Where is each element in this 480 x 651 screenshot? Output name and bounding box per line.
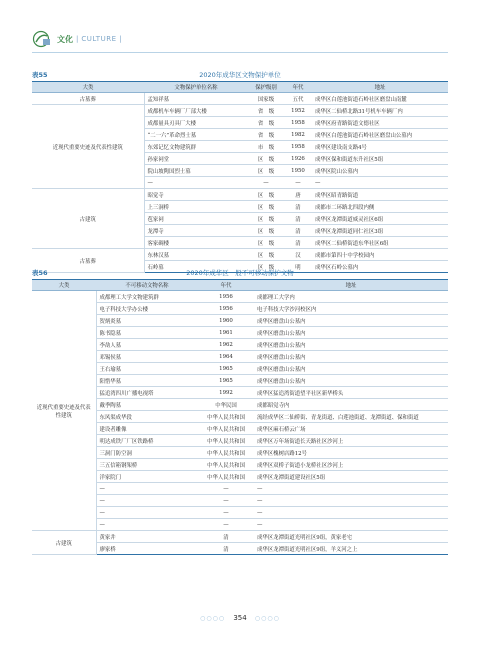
table56-header-cell: 地址 [254, 280, 448, 291]
site-name-cell: 陈书隐墓 [96, 327, 198, 339]
protection-level-cell: 区 级 [248, 153, 284, 165]
site-name-cell: 阳惜华墓 [96, 375, 198, 387]
era-cell: 1964 [198, 351, 254, 363]
table55-caption [32, 68, 448, 80]
protection-level-cell: 区 级 [248, 249, 284, 261]
era-cell: 1958 [284, 117, 312, 129]
era-cell: 清 [284, 225, 312, 237]
table56-header-cell: 年代 [198, 280, 254, 291]
era-cell: 中华人民共和国 [198, 471, 254, 483]
protection-level-cell: 区 级 [248, 165, 284, 177]
protection-level-cell: — [248, 177, 284, 189]
site-name-cell: 石岭墓 [144, 261, 248, 273]
site-name-cell: 成都理工大学文物建筑群 [96, 291, 198, 303]
era-cell: — [284, 177, 312, 189]
protection-level-cell: 省 级 [248, 117, 284, 129]
site-name-cell: 建设者雕像 [96, 423, 198, 435]
address-cell: 流经成华区二仙桥街、青龙街道、白莲池街道、龙潭街道、保和街道 [254, 411, 448, 423]
era-cell: — [198, 495, 254, 507]
page-header [32, 28, 122, 50]
footer-dots-left: ○○○○ [200, 615, 226, 622]
era-cell: 1952 [284, 105, 312, 117]
era-cell: 1965 [198, 363, 254, 375]
era-cell: 中华人民共和国 [198, 459, 254, 471]
address-cell: 成华区龙潭街道威灵社区6组 [312, 213, 448, 225]
table55-header-cell: 文物保护单位名称 [144, 82, 248, 93]
address-cell: 成华区建设南支路4号 [312, 141, 448, 153]
era-cell: 清 [284, 237, 312, 249]
site-name-cell: 明达成铁厂厂区铁路桥 [96, 435, 198, 447]
address-cell: 成华区槐树店路12号 [254, 447, 448, 459]
protection-level-cell: 国家级 [248, 93, 284, 105]
site-name-cell: 廖家桥 [96, 543, 198, 555]
address-cell: 成华区磨盘山公墓内 [254, 327, 448, 339]
site-name-cell: — [96, 519, 198, 531]
era-cell: — [198, 519, 254, 531]
address-cell: — [254, 495, 448, 507]
protection-level-cell: 省 级 [248, 129, 284, 141]
culture-logo-icon [32, 30, 52, 48]
site-name-cell: 东郊记忆文物建筑群 [144, 141, 248, 153]
address-cell: 成华区院山公墓内 [312, 165, 448, 177]
address-cell: 电子科技大学沙河校区内 [254, 303, 448, 315]
address-cell: 成华区石岭公墓内 [312, 261, 448, 273]
era-cell: 1950 [284, 165, 312, 177]
address-cell: 成华区二仙桥北路31号机车车辆厂内 [312, 105, 448, 117]
section-title: 文化 [57, 33, 73, 44]
era-cell: 1982 [284, 129, 312, 141]
address-cell: 成华区白莲池街道石岭社区磨盘山公墓内 [312, 129, 448, 141]
address-cell: 成华区保和街道东升社区5组 [312, 153, 448, 165]
address-cell: 成都市第四十中学校园内 [312, 249, 448, 261]
table56-header-cell: 不可移动文物名称 [96, 280, 198, 291]
table55-header-row [32, 82, 448, 93]
address-cell: 成华区猛追湾街道望平社区新华桥头 [254, 387, 448, 399]
site-name-cell: 戴季陶墓 [96, 399, 198, 411]
table-row [32, 189, 448, 201]
table-row [32, 531, 448, 543]
site-name-cell: 李劼人墓 [96, 339, 198, 351]
site-name-cell: “二一六”革命烈士墓 [144, 129, 248, 141]
address-cell: — [254, 507, 448, 519]
era-cell: 中华民国 [198, 399, 254, 411]
table56-header-cell: 大类 [32, 280, 96, 291]
table55-title: 2020年成华区文物保护单位 [199, 71, 281, 79]
table55-number: 表55 [32, 71, 48, 79]
address-cell: 成华区龙潭街道光明社区9组，黄家老宅 [254, 531, 448, 543]
category-cell: 古墓葬 [32, 93, 144, 105]
site-name-cell: — [144, 177, 248, 189]
table55-header-cell: 保护级别 [248, 82, 284, 93]
site-name-cell: 黄家井 [96, 531, 198, 543]
era-cell: 中华人民共和国 [198, 411, 254, 423]
footer-dots-right: ○○○○ [254, 615, 280, 622]
category-cell: 古墓葬 [32, 249, 144, 273]
category-cell: 近现代重要史迹及代表性建筑 [32, 291, 96, 531]
site-name-cell: 孙家祠堂 [144, 153, 248, 165]
site-name-cell: 院山坡陶国烈士墓 [144, 165, 248, 177]
protection-level-cell: 区 级 [248, 225, 284, 237]
site-name-cell: 东林汉墓 [144, 249, 248, 261]
address-cell: 成华区磨盘山公墓内 [254, 315, 448, 327]
era-cell: 中华人民共和国 [198, 423, 254, 435]
address-cell: 成都昭觉寺内 [254, 399, 448, 411]
section-subtitle: CULTURE [81, 35, 117, 43]
table55 [32, 81, 448, 273]
table-row [32, 249, 448, 261]
site-name-cell: — [96, 495, 198, 507]
site-name-cell: 三五信箱钢架桥 [96, 459, 198, 471]
era-cell: — [198, 507, 254, 519]
protection-level-cell: 区 级 [248, 201, 284, 213]
site-name-cell: 电子科技大学办公楼 [96, 303, 198, 315]
era-cell: — [198, 483, 254, 495]
address-cell: 成华区磨盘山公墓内 [254, 351, 448, 363]
site-name-cell: 邓锡侯墓 [96, 351, 198, 363]
site-name-cell: 三洞门防空洞 [96, 447, 198, 459]
era-cell: 1956 [198, 291, 254, 303]
address-cell: 成华区万年场街道长天路社区沙河上 [254, 435, 448, 447]
category-cell: 古建筑 [32, 531, 96, 555]
site-name-cell: 苞家祠 [144, 213, 248, 225]
table56-number: 表56 [32, 269, 48, 277]
page-number: 354 [233, 614, 247, 622]
site-name-cell: — [96, 483, 198, 495]
address-cell: 成华区二仙桥街道东华社区6组 [312, 237, 448, 249]
era-cell: 中华人民共和国 [198, 447, 254, 459]
address-cell: — [312, 177, 448, 189]
table55-header-cell: 大类 [32, 82, 144, 93]
site-name-cell: 成都量具刃具厂大楼 [144, 117, 248, 129]
site-name-cell: 孟知祥墓 [144, 93, 248, 105]
era-cell: 五代 [284, 93, 312, 105]
table-row [32, 93, 448, 105]
category-cell: 古建筑 [32, 189, 144, 249]
era-cell: 汉 [284, 249, 312, 261]
era-cell: 1965 [198, 375, 254, 387]
site-name-cell: 东风渠成华段 [96, 411, 198, 423]
era-cell: 唐 [284, 189, 312, 201]
site-name-cell: 王右瑜墓 [96, 363, 198, 375]
address-cell: 成都理工大学内 [254, 291, 448, 303]
protection-level-cell: 区 级 [248, 237, 284, 249]
page-footer [0, 614, 480, 622]
era-cell: 1926 [284, 153, 312, 165]
site-name-cell: 上三洞桥 [144, 201, 248, 213]
address-cell: 成华区昭青路街道 [312, 189, 448, 201]
site-name-cell: 贺炳炎墓 [96, 315, 198, 327]
address-cell: — [254, 483, 448, 495]
section-separator-end: | [119, 35, 122, 43]
protection-level-cell: 省 级 [248, 105, 284, 117]
address-cell: 成华区磨盘山公墓内 [254, 363, 448, 375]
site-name-cell: 龙潭寺 [144, 225, 248, 237]
address-cell: 成华区麻石桥云广场 [254, 423, 448, 435]
table55-header-cell: 年代 [284, 82, 312, 93]
site-name-cell: — [96, 507, 198, 519]
era-cell: 1956 [198, 303, 254, 315]
table55-header-cell: 地址 [312, 82, 448, 93]
table56 [32, 279, 448, 555]
site-name-cell: 洋家院门 [96, 471, 198, 483]
category-cell: 近现代重要史迹及代表性建筑 [32, 105, 144, 189]
address-cell: — [254, 519, 448, 531]
address-cell: 成都市二环路北四段内侧 [312, 201, 448, 213]
table-row [32, 105, 448, 117]
era-cell: 清 [198, 543, 254, 555]
address-cell: 成华区磨盘山公墓内 [254, 339, 448, 351]
address-cell: 成华区龙潭街道光明社区9组，羊义河之上 [254, 543, 448, 555]
address-cell: 成华区白莲池街道石岭社区磨盘山南麓 [312, 93, 448, 105]
era-cell: 清 [284, 201, 312, 213]
table56-caption [32, 266, 448, 278]
address-cell: 成华区磨盘山公墓内 [254, 375, 448, 387]
era-cell: 1962 [198, 339, 254, 351]
address-cell: 成华区龙潭街道建设社区5组 [254, 471, 448, 483]
section-separator: | [76, 35, 79, 43]
site-name-cell: 客家碉楼 [144, 237, 248, 249]
era-cell: 1992 [198, 387, 254, 399]
protection-level-cell: 市 级 [248, 141, 284, 153]
header-divider [32, 52, 448, 53]
era-cell: 1960 [198, 315, 254, 327]
site-name-cell: 昭觉寺 [144, 189, 248, 201]
table56-header-row [32, 280, 448, 291]
protection-level-cell: 区 级 [248, 261, 284, 273]
table56-title: 2020年成华区一般不可移动保护文物 [186, 269, 294, 277]
era-cell: 1958 [284, 141, 312, 153]
table-row [32, 291, 448, 303]
address-cell: 成华区龙潭街道同仁社区3组 [312, 225, 448, 237]
era-cell: 清 [198, 531, 254, 543]
address-cell: 成华区府青路街道文德社区 [312, 117, 448, 129]
site-name-cell: 成都机车车辆厂厂部大楼 [144, 105, 248, 117]
era-cell: 清 [284, 213, 312, 225]
site-name-cell: 猛追湾四川广播电视塔 [96, 387, 198, 399]
address-cell: 成华区双桥子街道小龙桥社区沙河上 [254, 459, 448, 471]
protection-level-cell: 区 级 [248, 189, 284, 201]
protection-level-cell: 区 级 [248, 213, 284, 225]
era-cell: 1961 [198, 327, 254, 339]
era-cell: 中华人民共和国 [198, 435, 254, 447]
era-cell: 明 [284, 261, 312, 273]
